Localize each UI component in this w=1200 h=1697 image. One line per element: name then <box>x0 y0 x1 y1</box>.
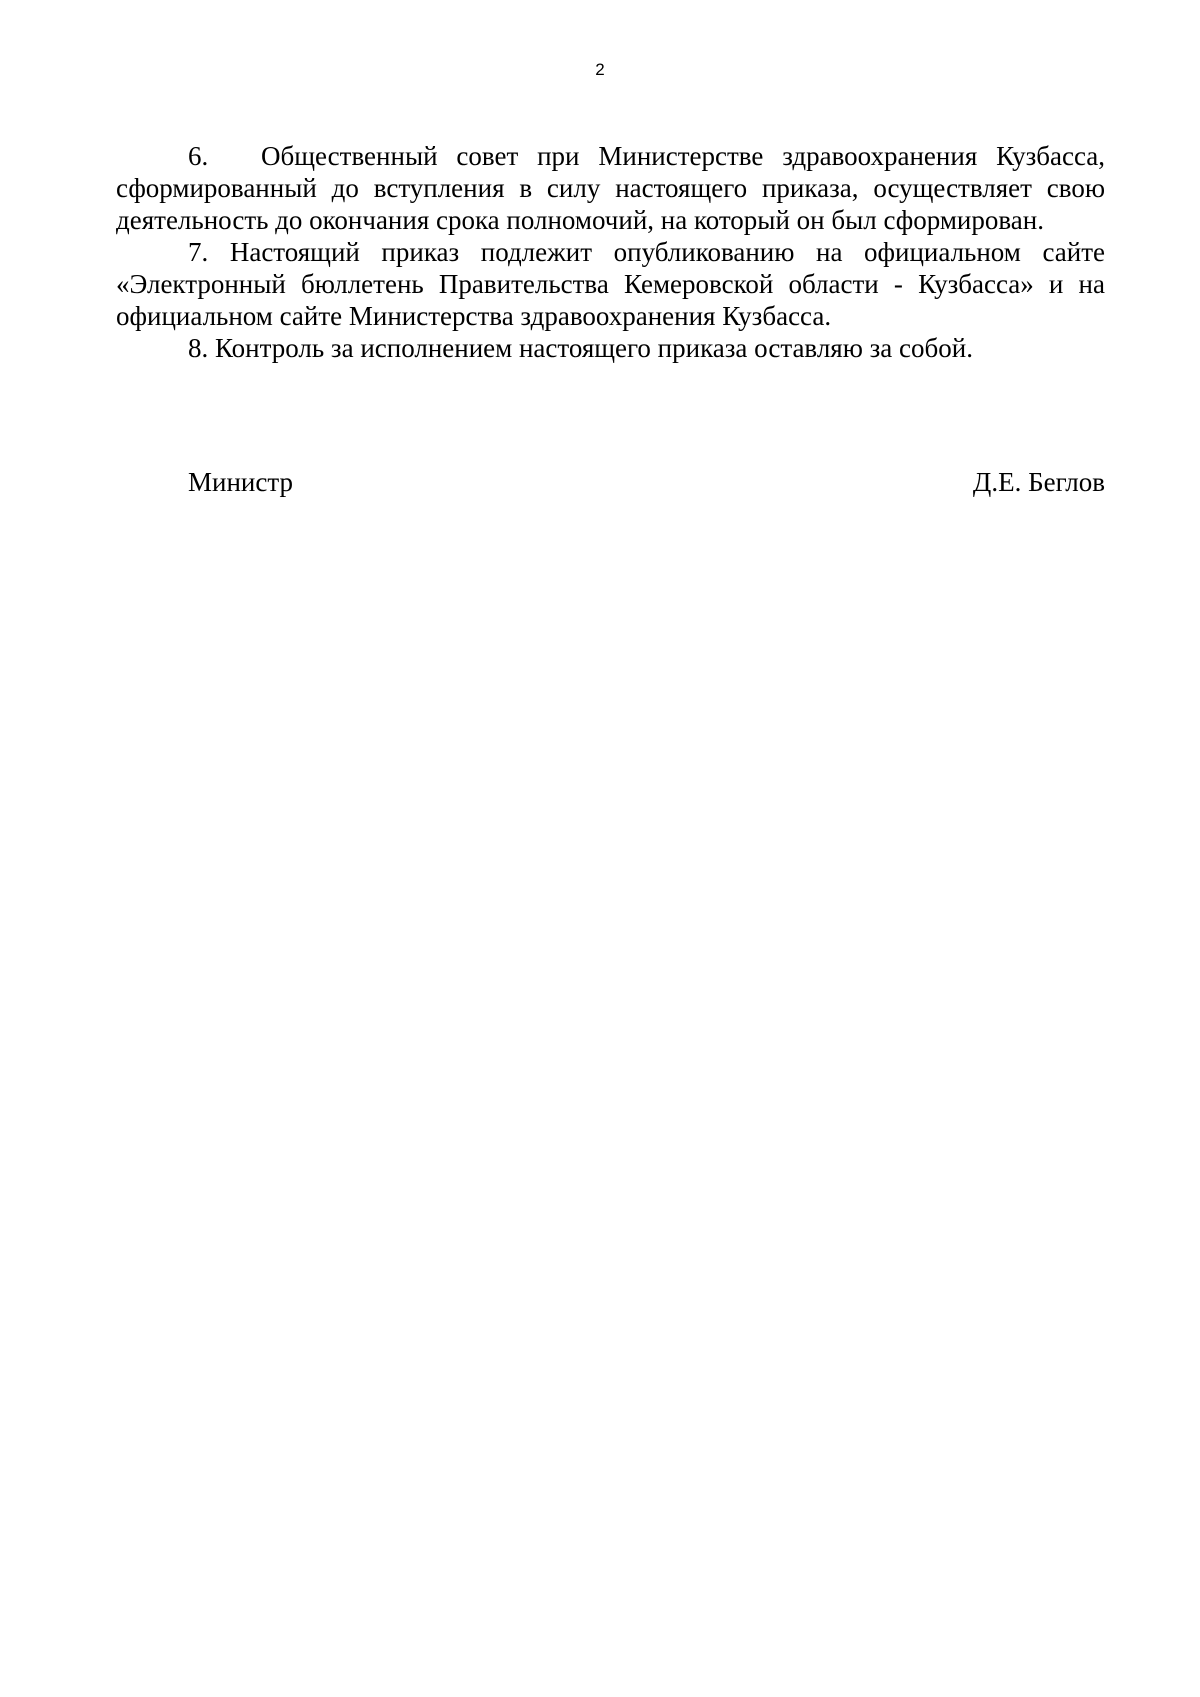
paragraph-6-number: 6. <box>188 141 209 171</box>
paragraph-6-text: Общественный совет при Министерстве здравоохранения Кузбасса, сформированный до вступления в силу настоящего приказа, осуществляет свою деятельность до окончания срока полномочий, на который он был сформирован. <box>116 141 1105 235</box>
signer-position: Министр <box>188 467 293 497</box>
signature-block <box>188 466 1105 498</box>
paragraph-6 <box>116 140 1105 236</box>
document-body <box>116 140 1105 364</box>
page-number: 2 <box>595 60 605 79</box>
paragraph-7: 7. Настоящий приказ подлежит опубликованию на официальном сайте «Электронный бюллетень Правительства Кемеровской области - Кузбасса» и на официальном сайте Министерства здравоохранения Кузбасса. <box>116 237 1105 331</box>
signer-name: Д.Е. Беглов <box>972 467 1105 497</box>
paragraph-8: 8. Контроль за исполнением настоящего приказа оставляю за собой. <box>188 333 973 363</box>
